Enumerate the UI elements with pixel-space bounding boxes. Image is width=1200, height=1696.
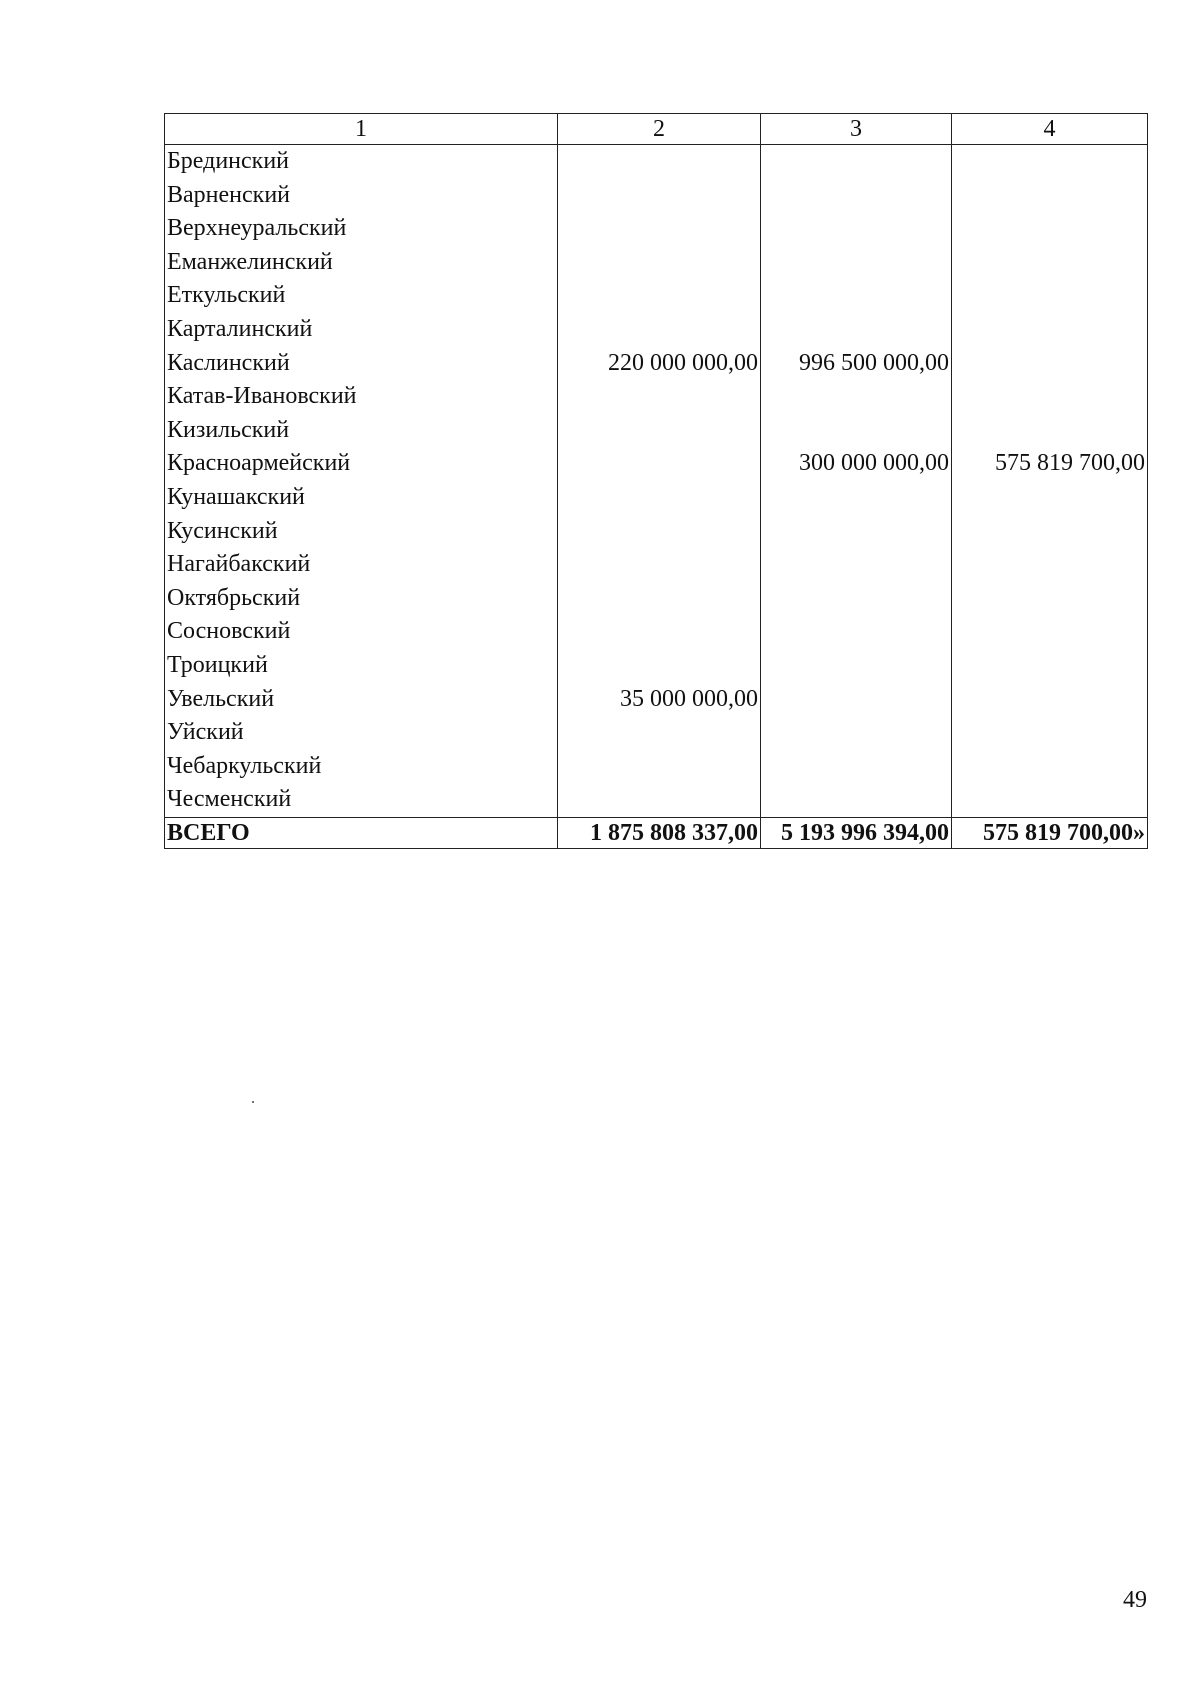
table-row xyxy=(165,783,1148,817)
value-cell-4 xyxy=(952,414,1148,448)
value-cell-2 xyxy=(558,145,761,179)
table-row xyxy=(165,380,1148,414)
district-name-cell: Чебаркульский xyxy=(165,750,558,784)
table-row xyxy=(165,515,1148,549)
value-cell-2 xyxy=(558,615,761,649)
table-row xyxy=(165,414,1148,448)
district-name-cell: Красноармейский xyxy=(165,447,558,481)
value-cell-3 xyxy=(761,683,952,717)
value-cell-3 xyxy=(761,212,952,246)
district-name-cell: Катав-Ивановский xyxy=(165,380,558,414)
district-name-cell: Еткульский xyxy=(165,279,558,313)
district-name-cell: Кусинский xyxy=(165,515,558,549)
column-header-4: 4 xyxy=(952,114,1148,145)
district-name-cell: Нагайбакский xyxy=(165,548,558,582)
value-cell-2 xyxy=(558,582,761,616)
value-cell-4 xyxy=(952,716,1148,750)
table-row xyxy=(165,716,1148,750)
value-cell-2 xyxy=(558,716,761,750)
district-name-cell: Троицкий xyxy=(165,649,558,683)
value-cell-3 xyxy=(761,582,952,616)
value-cell-3 xyxy=(761,750,952,784)
table-row xyxy=(165,179,1148,213)
value-cell-3 xyxy=(761,380,952,414)
table-row xyxy=(165,750,1148,784)
value-cell-2 xyxy=(558,246,761,280)
district-name-cell: Уйский xyxy=(165,716,558,750)
value-cell-4 xyxy=(952,783,1148,817)
value-cell-2 xyxy=(558,447,761,481)
value-cell-3 xyxy=(761,179,952,213)
table-row xyxy=(165,279,1148,313)
value-cell-4 xyxy=(952,515,1148,549)
value-cell-4 xyxy=(952,380,1148,414)
district-name-cell: Чесменский xyxy=(165,783,558,817)
data-table xyxy=(164,113,1148,849)
district-name-cell: Карталинский xyxy=(165,313,558,347)
scan-dot xyxy=(252,1101,254,1103)
table-row xyxy=(165,582,1148,616)
value-cell-2 xyxy=(558,515,761,549)
table-row xyxy=(165,313,1148,347)
total-label: ВСЕГО xyxy=(165,817,558,848)
value-cell-3 xyxy=(761,313,952,347)
value-cell-3: 996 500 000,00 xyxy=(761,347,952,381)
value-cell-3 xyxy=(761,716,952,750)
district-name-cell: Брединский xyxy=(165,145,558,179)
value-cell-4 xyxy=(952,548,1148,582)
value-cell-4 xyxy=(952,649,1148,683)
value-cell-2 xyxy=(558,414,761,448)
value-cell-3: 300 000 000,00 xyxy=(761,447,952,481)
district-name-cell: Кунашакский xyxy=(165,481,558,515)
table-row xyxy=(165,649,1148,683)
district-name-cell: Октябрьский xyxy=(165,582,558,616)
value-cell-4 xyxy=(952,145,1148,179)
value-cell-4 xyxy=(952,212,1148,246)
value-cell-2 xyxy=(558,750,761,784)
value-cell-2: 220 000 000,00 xyxy=(558,347,761,381)
district-name-cell: Верхнеуральский xyxy=(165,212,558,246)
value-cell-3 xyxy=(761,481,952,515)
table-row xyxy=(165,347,1148,381)
page-number: 49 xyxy=(1123,1587,1147,1613)
value-cell-4 xyxy=(952,582,1148,616)
value-cell-3 xyxy=(761,548,952,582)
total-cell-4: 575 819 700,00» xyxy=(952,817,1148,848)
value-cell-3 xyxy=(761,649,952,683)
table-row xyxy=(165,683,1148,717)
table-row xyxy=(165,481,1148,515)
district-name-cell: Каслинский xyxy=(165,347,558,381)
value-cell-3 xyxy=(761,279,952,313)
header-row xyxy=(165,114,1148,145)
value-cell-3 xyxy=(761,246,952,280)
column-header-1: 1 xyxy=(165,114,558,145)
column-header-2: 2 xyxy=(558,114,761,145)
value-cell-4 xyxy=(952,313,1148,347)
value-cell-2 xyxy=(558,313,761,347)
district-name-cell: Увельский xyxy=(165,683,558,717)
district-name-cell: Кизильский xyxy=(165,414,558,448)
value-cell-2 xyxy=(558,649,761,683)
table-row xyxy=(165,548,1148,582)
district-name-cell: Сосновский xyxy=(165,615,558,649)
value-cell-3 xyxy=(761,515,952,549)
total-row xyxy=(165,817,1148,848)
column-header-3: 3 xyxy=(761,114,952,145)
value-cell-3 xyxy=(761,145,952,179)
value-cell-4 xyxy=(952,615,1148,649)
value-cell-3 xyxy=(761,615,952,649)
table-row xyxy=(165,246,1148,280)
value-cell-2 xyxy=(558,212,761,246)
table-row xyxy=(165,447,1148,481)
value-cell-4 xyxy=(952,279,1148,313)
value-cell-3 xyxy=(761,783,952,817)
value-cell-3 xyxy=(761,414,952,448)
value-cell-4 xyxy=(952,179,1148,213)
value-cell-4 xyxy=(952,750,1148,784)
table-row xyxy=(165,615,1148,649)
value-cell-4 xyxy=(952,481,1148,515)
table-body xyxy=(165,145,1148,818)
value-cell-2 xyxy=(558,481,761,515)
value-cell-2: 35 000 000,00 xyxy=(558,683,761,717)
value-cell-2 xyxy=(558,380,761,414)
value-cell-2 xyxy=(558,783,761,817)
value-cell-4 xyxy=(952,683,1148,717)
total-cell-3: 5 193 996 394,00 xyxy=(761,817,952,848)
table-row xyxy=(165,212,1148,246)
value-cell-2 xyxy=(558,279,761,313)
value-cell-4 xyxy=(952,246,1148,280)
value-cell-2 xyxy=(558,179,761,213)
total-cell-2: 1 875 808 337,00 xyxy=(558,817,761,848)
value-cell-4 xyxy=(952,347,1148,381)
table-row xyxy=(165,145,1148,179)
value-cell-4: 575 819 700,00 xyxy=(952,447,1148,481)
value-cell-2 xyxy=(558,548,761,582)
district-name-cell: Варненский xyxy=(165,179,558,213)
district-name-cell: Еманжелинский xyxy=(165,246,558,280)
